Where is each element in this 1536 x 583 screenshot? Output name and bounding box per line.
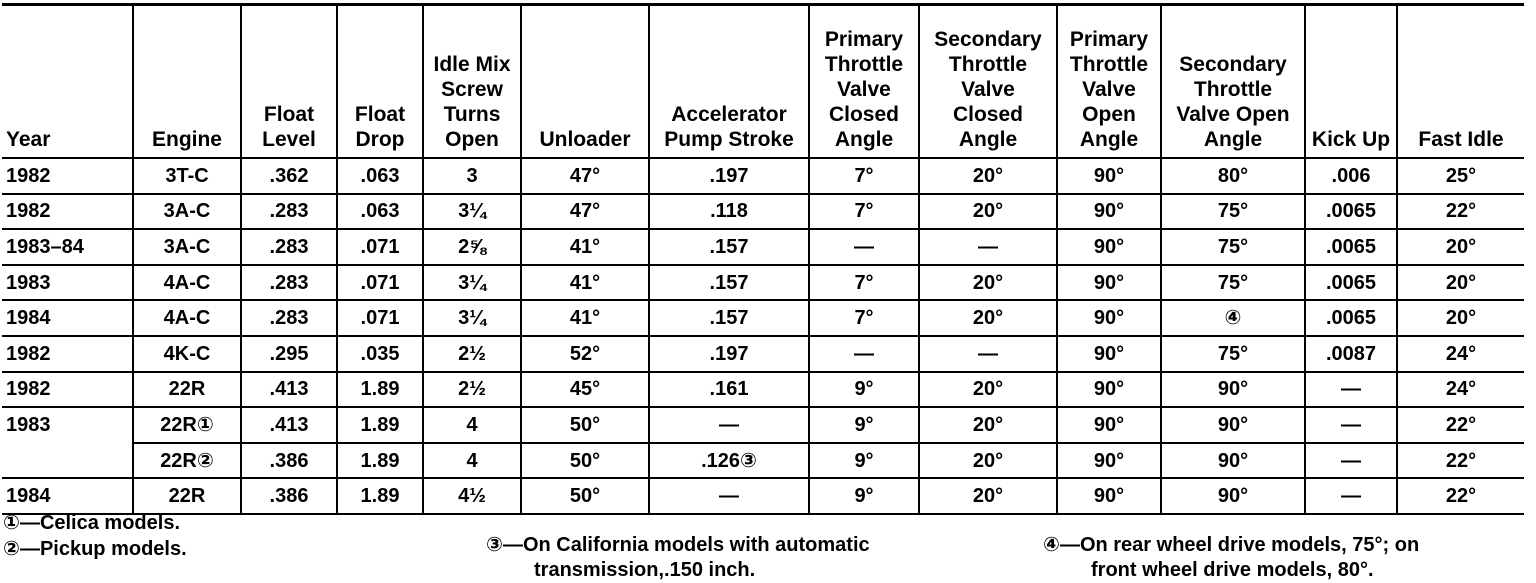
cell-primary-throttle-closed: — (809, 229, 919, 265)
cell-float-drop: 1.89 (337, 372, 423, 408)
cell-secondary-throttle-open: 90° (1161, 443, 1305, 479)
cell-idle-mix-turns: 4½ (423, 478, 521, 514)
column-header-accelerator-pump-stroke: Accelerator Pump Stroke (649, 5, 809, 159)
cell-accelerator-pump-stroke: — (649, 407, 809, 443)
cell-accelerator-pump-stroke: .157 (649, 265, 809, 301)
cell-primary-throttle-open: 90° (1057, 372, 1161, 408)
cell-engine: 3A-C (133, 194, 241, 230)
cell-secondary-throttle-closed: 20° (919, 372, 1057, 408)
cell-year: 1982 (2, 336, 133, 372)
cell-engine: 3A-C (133, 229, 241, 265)
cell-fast-idle: 22° (1397, 407, 1524, 443)
cell-float-drop: .035 (337, 336, 423, 372)
footnote-4-symbol: ④ (1043, 532, 1060, 556)
cell-accelerator-pump-stroke: .197 (649, 336, 809, 372)
cell-primary-throttle-closed: 9° (809, 372, 919, 408)
cell-float-level: .362 (241, 158, 337, 194)
cell-primary-throttle-open: 90° (1057, 229, 1161, 265)
cell-idle-mix-turns: 3¼ (423, 194, 521, 230)
cell-kick-up: — (1305, 407, 1397, 443)
table-row (2, 194, 1524, 230)
cell-fast-idle: 25° (1397, 158, 1524, 194)
cell-year: 1984 (2, 300, 133, 336)
cell-engine: 22R (133, 372, 241, 408)
column-header-primary-throttle-open: Primary Throttle Valve Open Angle (1057, 5, 1161, 159)
cell-secondary-throttle-closed: 20° (919, 443, 1057, 479)
cell-kick-up: .0065 (1305, 265, 1397, 301)
cell-idle-mix-turns: 3¼ (423, 265, 521, 301)
cell-year: 1983 (2, 407, 133, 443)
cell-primary-throttle-open: 90° (1057, 158, 1161, 194)
cell-year: 1982 (2, 194, 133, 230)
cell-secondary-throttle-open: 90° (1161, 478, 1305, 514)
cell-accelerator-pump-stroke: .126③ (649, 443, 809, 479)
cell-year: 1984 (2, 478, 133, 514)
column-header-secondary-throttle-closed: Secondary Throttle Valve Closed Angle (919, 5, 1057, 159)
footnote-3-text: —On California models with automatic (502, 534, 870, 556)
cell-idle-mix-turns: 2½ (423, 336, 521, 372)
cell-secondary-throttle-open: 75° (1161, 194, 1305, 230)
cell-secondary-throttle-closed: 20° (919, 265, 1057, 301)
cell-unloader: 47° (521, 194, 649, 230)
column-header-idle-mix-screw: Idle Mix Screw Turns Open (423, 5, 521, 159)
cell-year: 1982 (2, 372, 133, 408)
cell-float-level: .283 (241, 194, 337, 230)
cell-unloader: 50° (521, 443, 649, 479)
cell-primary-throttle-closed: 7° (809, 158, 919, 194)
cell-float-drop: 1.89 (337, 478, 423, 514)
column-header-float-level: Float Level (241, 5, 337, 159)
cell-engine: 22R (133, 478, 241, 514)
cell-unloader: 50° (521, 478, 649, 514)
table-row (2, 372, 1524, 408)
cell-year: 1983 (2, 265, 133, 301)
cell-secondary-throttle-open: 80° (1161, 158, 1305, 194)
cell-primary-throttle-closed: 9° (809, 443, 919, 479)
cell-engine: 22R② (133, 443, 241, 479)
cell-secondary-throttle-closed: — (919, 336, 1057, 372)
cell-accelerator-pump-stroke: .157 (649, 229, 809, 265)
cell-float-level: .386 (241, 478, 337, 514)
cell-kick-up: — (1305, 478, 1397, 514)
column-header-kick-up: Kick Up (1305, 5, 1397, 159)
table-body (2, 158, 1524, 514)
carburetor-specifications-table (2, 3, 1524, 515)
cell-fast-idle: 24° (1397, 372, 1524, 408)
cell-engine: 22R① (133, 407, 241, 443)
table-row (2, 443, 1524, 479)
cell-primary-throttle-closed: 7° (809, 265, 919, 301)
cell-unloader: 41° (521, 300, 649, 336)
cell-accelerator-pump-stroke: — (649, 478, 809, 514)
table-header (2, 5, 1524, 159)
cell-secondary-throttle-closed: 20° (919, 478, 1057, 514)
cell-year: 1982 (2, 158, 133, 194)
cell-idle-mix-turns: 2⅝ (423, 229, 521, 265)
cell-kick-up: .0087 (1305, 336, 1397, 372)
table-row (2, 158, 1524, 194)
table-row (2, 336, 1524, 372)
column-header-year: Year (2, 5, 133, 159)
cell-fast-idle: 22° (1397, 478, 1524, 514)
cell-secondary-throttle-closed: 20° (919, 194, 1057, 230)
cell-primary-throttle-open: 90° (1057, 300, 1161, 336)
cell-idle-mix-turns: 3 (423, 158, 521, 194)
cell-fast-idle: 24° (1397, 336, 1524, 372)
cell-primary-throttle-open: 90° (1057, 443, 1161, 479)
column-header-unloader: Unloader (521, 5, 649, 159)
cell-float-level: .413 (241, 372, 337, 408)
cell-float-level: .413 (241, 407, 337, 443)
cell-float-level: .283 (241, 265, 337, 301)
cell-float-level: .283 (241, 300, 337, 336)
cell-kick-up: .0065 (1305, 300, 1397, 336)
cell-fast-idle: 22° (1397, 194, 1524, 230)
footnote-1 (3, 510, 180, 536)
cell-float-drop: 1.89 (337, 407, 423, 443)
cell-unloader: 47° (521, 158, 649, 194)
cell-primary-throttle-closed: 9° (809, 407, 919, 443)
column-header-fast-idle: Fast Idle (1397, 5, 1524, 159)
cell-fast-idle: 22° (1397, 443, 1524, 479)
cell-engine: 3T-C (133, 158, 241, 194)
cell-unloader: 52° (521, 336, 649, 372)
column-header-float-drop: Float Drop (337, 5, 423, 159)
cell-float-drop: .071 (337, 300, 423, 336)
cell-primary-throttle-open: 90° (1057, 194, 1161, 230)
column-header-secondary-throttle-open: Secondary Throttle Valve Open Angle (1161, 5, 1305, 159)
cell-secondary-throttle-open: 75° (1161, 229, 1305, 265)
header-row (2, 5, 1524, 159)
footnote-1-text: —Celica models. (19, 512, 180, 534)
cell-kick-up: — (1305, 443, 1397, 479)
cell-primary-throttle-open: 90° (1057, 336, 1161, 372)
cell-accelerator-pump-stroke: .118 (649, 194, 809, 230)
cell-float-drop: .063 (337, 158, 423, 194)
table-row (2, 478, 1524, 514)
cell-year (2, 443, 133, 479)
footnote-3-symbol: ③ (486, 532, 503, 556)
cell-fast-idle: 20° (1397, 300, 1524, 336)
cell-accelerator-pump-stroke: .197 (649, 158, 809, 194)
footnote-3 (486, 532, 870, 583)
cell-secondary-throttle-open: 90° (1161, 372, 1305, 408)
column-header-engine: Engine (133, 5, 241, 159)
cell-accelerator-pump-stroke: .161 (649, 372, 809, 408)
cell-primary-throttle-open: 90° (1057, 265, 1161, 301)
cell-secondary-throttle-open: 75° (1161, 265, 1305, 301)
cell-primary-throttle-open: 90° (1057, 478, 1161, 514)
footnote-2 (3, 536, 187, 562)
cell-secondary-throttle-closed: 20° (919, 158, 1057, 194)
cell-year: 1983–84 (2, 229, 133, 265)
footnote-4 (1043, 532, 1419, 583)
cell-float-drop: .071 (337, 229, 423, 265)
cell-float-drop: .071 (337, 265, 423, 301)
table-row (2, 265, 1524, 301)
cell-secondary-throttle-closed: 20° (919, 300, 1057, 336)
cell-secondary-throttle-open: 75° (1161, 336, 1305, 372)
footnote-1-symbol: ① (3, 510, 20, 534)
cell-float-level: .386 (241, 443, 337, 479)
cell-kick-up: .0065 (1305, 229, 1397, 265)
cell-idle-mix-turns: 3¼ (423, 300, 521, 336)
cell-primary-throttle-closed: 9° (809, 478, 919, 514)
cell-unloader: 41° (521, 265, 649, 301)
cell-idle-mix-turns: 4 (423, 443, 521, 479)
cell-float-drop: 1.89 (337, 443, 423, 479)
footnote-2-text: —Pickup models. (19, 538, 187, 560)
cell-float-drop: .063 (337, 194, 423, 230)
cell-unloader: 41° (521, 229, 649, 265)
cell-unloader: 45° (521, 372, 649, 408)
cell-idle-mix-turns: 4 (423, 407, 521, 443)
cell-secondary-throttle-open: ④ (1161, 300, 1305, 336)
cell-kick-up: — (1305, 372, 1397, 408)
cell-fast-idle: 20° (1397, 265, 1524, 301)
cell-primary-throttle-open: 90° (1057, 407, 1161, 443)
cell-unloader: 50° (521, 407, 649, 443)
cell-kick-up: .0065 (1305, 194, 1397, 230)
cell-secondary-throttle-closed: 20° (919, 407, 1057, 443)
cell-secondary-throttle-open: 90° (1161, 407, 1305, 443)
cell-fast-idle: 20° (1397, 229, 1524, 265)
cell-primary-throttle-closed: 7° (809, 194, 919, 230)
cell-float-level: .283 (241, 229, 337, 265)
cell-engine: 4A-C (133, 300, 241, 336)
table-row (2, 229, 1524, 265)
cell-secondary-throttle-closed: — (919, 229, 1057, 265)
cell-engine: 4A-C (133, 265, 241, 301)
cell-idle-mix-turns: 2½ (423, 372, 521, 408)
cell-engine: 4K-C (133, 336, 241, 372)
cell-float-level: .295 (241, 336, 337, 372)
table-row (2, 407, 1524, 443)
column-header-primary-throttle-closed: Primary Throttle Valve Closed Angle (809, 5, 919, 159)
footnote-3-text-continued: transmission,.150 inch. (534, 559, 756, 581)
cell-primary-throttle-closed: — (809, 336, 919, 372)
footnote-2-symbol: ② (3, 536, 20, 560)
cell-kick-up: .006 (1305, 158, 1397, 194)
cell-accelerator-pump-stroke: .157 (649, 300, 809, 336)
cell-primary-throttle-closed: 7° (809, 300, 919, 336)
table-row (2, 300, 1524, 336)
footnote-4-text-continued: front wheel drive models, 80°. (1091, 559, 1374, 581)
footnote-4-text: —On rear wheel drive models, 75°; on (1059, 534, 1420, 556)
